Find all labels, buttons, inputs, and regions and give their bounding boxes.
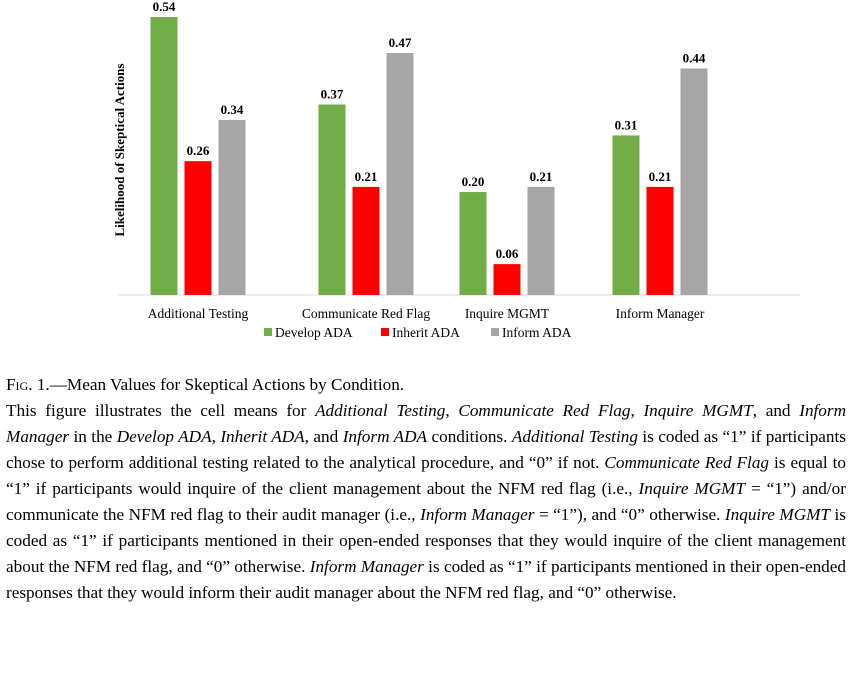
caption-text: This figure illustrates the cell means for	[6, 401, 316, 420]
bar-inquire-mgmt-develop-ada	[460, 192, 487, 295]
bar-communicate-red-flag-inform-ada	[387, 53, 414, 295]
value-label-communicate-red-flag-inherit-ada: 0.21	[354, 168, 378, 184]
figure-title: —Mean Values for Skeptical Actions by Condition.	[49, 375, 405, 394]
caption-term: Communicate Red Flag	[604, 453, 770, 472]
caption-text: is equal to “1” if participants would inquire of the client management about the NFM red flag (i.e.,	[6, 453, 847, 498]
value-label-inform-manager-inherit-ada: 0.21	[648, 168, 672, 184]
caption-term: Additional Testing	[315, 401, 446, 420]
caption-term: Inform ADA	[342, 427, 428, 446]
caption-text: , and	[752, 401, 800, 420]
x-tick-communicate-red-flag: Communicate Red Flag	[301, 306, 431, 321]
legend	[264, 325, 572, 340]
caption-term: Inform Manager	[420, 505, 535, 524]
caption-text: = “1”), and “0” otherwise.	[534, 505, 725, 524]
legend-label-inherit-ada: Inherit ADA	[392, 325, 460, 340]
value-label-communicate-red-flag-inform-ada: 0.47	[388, 35, 412, 51]
caption-title	[6, 372, 846, 398]
x-tick-inform-manager: Inform Manager	[615, 306, 705, 321]
bar-inquire-mgmt-inform-ada	[528, 187, 555, 295]
caption-text: ,	[211, 427, 221, 446]
legend-label-inform-ada: Inform ADA	[502, 325, 572, 340]
legend-label-develop-ada: Develop ADA	[275, 325, 353, 340]
bar-communicate-red-flag-develop-ada	[319, 105, 346, 295]
caption-term: Inquire MGMT	[638, 479, 746, 498]
caption-term: Develop ADA	[116, 427, 212, 446]
bar-additional-testing-inform-ada	[219, 120, 246, 295]
caption-term: Inquire MGMT	[724, 505, 830, 524]
value-label-inform-manager-develop-ada: 0.31	[614, 117, 638, 133]
value-label-inquire-mgmt-inherit-ada: 0.06	[495, 246, 519, 262]
caption-term: Inform Manager	[309, 557, 424, 576]
caption-term: Inherit ADA	[220, 427, 305, 446]
figure-number: Fig. 1.	[6, 375, 50, 394]
caption-term: Communicate Red Flag	[458, 401, 631, 420]
value-label-additional-testing-inform-ada: 0.34	[220, 101, 244, 117]
value-label-communicate-red-flag-develop-ada: 0.37	[320, 86, 344, 102]
caption-text: ,	[630, 401, 644, 420]
bar-communicate-red-flag-inherit-ada	[353, 187, 380, 295]
legend-swatch-develop-ada	[264, 328, 272, 336]
caption-term: Inquire MGMT	[643, 401, 753, 420]
caption-text: is coded as “1” if participants mentioned in their open-ended responses that they would inform their audit manager about the NFM red flag, and “0” otherwise.	[6, 557, 846, 602]
bar-additional-testing-inherit-ada	[185, 161, 212, 295]
value-label-inquire-mgmt-develop-ada: 0.20	[461, 174, 485, 190]
figure-caption	[6, 372, 846, 606]
value-label-inquire-mgmt-inform-ada: 0.21	[529, 168, 553, 184]
caption-body	[6, 398, 846, 606]
caption-term: Inform Manager	[6, 401, 847, 446]
value-label-additional-testing-inherit-ada: 0.26	[186, 143, 210, 159]
caption-text: = “1”) and/or communicate the NFM red flag to their audit manager (i.e.,	[6, 479, 846, 524]
legend-swatch-inherit-ada	[381, 328, 389, 336]
bar-inform-manager-inherit-ada	[647, 187, 674, 295]
caption-term: Additional Testing	[511, 427, 638, 446]
x-tick-labels-group	[148, 306, 705, 321]
bar-inquire-mgmt-inherit-ada	[494, 264, 521, 295]
caption-text: ,	[445, 401, 459, 420]
caption-text: is coded as “1” if participants mentioned in their open-ended responses that they would inquire of the client management about the NFM red flag, and “0” otherwise.	[6, 505, 846, 576]
caption-text: is coded as “1” if participants chose to perform additional testing related to the analytical procedure, and “0” if not.	[6, 427, 846, 472]
value-label-additional-testing-develop-ada: 0.54	[152, 0, 176, 14]
x-tick-inquire-mgmt: Inquire MGMT	[464, 306, 550, 321]
bar-additional-testing-develop-ada	[151, 17, 178, 295]
value-label-inform-manager-inform-ada: 0.44	[682, 50, 706, 66]
bar-inform-manager-inform-ada	[681, 68, 708, 295]
bar-inform-manager-develop-ada	[613, 135, 640, 295]
caption-text: in the	[69, 427, 117, 446]
y-axis-label: Likelihood of Skeptical Actions	[112, 63, 127, 237]
caption-text: conditions.	[427, 427, 512, 446]
bars-group	[151, 17, 708, 295]
caption-text: , and	[304, 427, 343, 446]
x-tick-additional-testing: Additional Testing	[147, 306, 249, 321]
legend-swatch-inform-ada	[491, 328, 499, 336]
